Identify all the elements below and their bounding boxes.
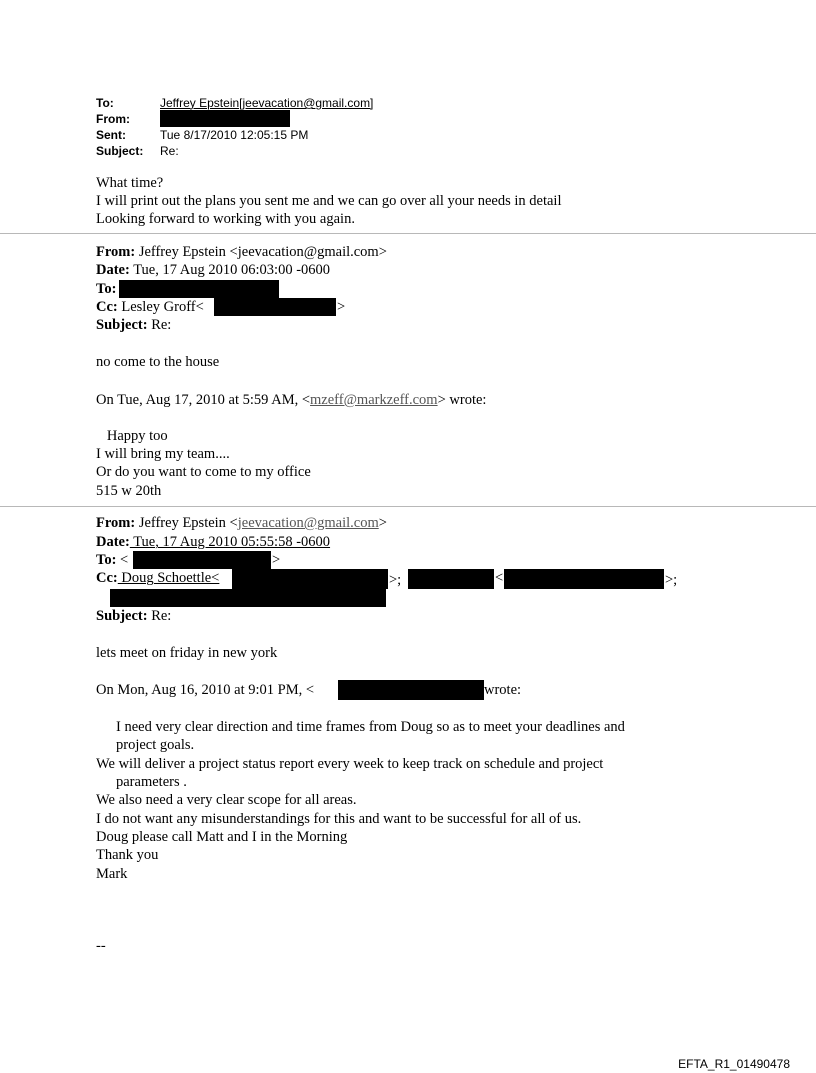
msg2-to-label: To:: [96, 281, 117, 297]
msg2-cc-close: >: [337, 299, 346, 315]
msg2-body: no come to the house: [96, 354, 220, 370]
msg2-quote-intro: On Tue, Aug 17, 2010 at 5:59 AM, <mzeff@markzeff.com> wrote:: [96, 392, 487, 408]
redaction-block: [119, 280, 279, 298]
msg3-date: Date: Tue, 17 Aug 2010 05:55:58 -0600: [96, 534, 331, 550]
quoted-line: Doug please call Matt and I in the Morning: [96, 829, 348, 845]
from-label: From:: [96, 112, 130, 126]
body-line: I will print out the plans you sent me and we can go over all your needs in detail: [96, 193, 562, 209]
msg3-cc-sep: >;: [389, 572, 402, 588]
msg3-body: lets meet on friday in new york: [96, 645, 278, 661]
body-line: What time?: [96, 175, 164, 191]
document-id: EFTA_R1_01490478: [678, 1057, 790, 1071]
redaction-block: [160, 110, 290, 127]
msg3-from: From: Jeffrey Epstein <jeevacation@gmail.com>: [96, 515, 387, 531]
quoted-line: Or do you want to come to my office: [96, 464, 311, 480]
msg3-quote-intro: On Mon, Aug 16, 2010 at 9:01 PM, <: [96, 682, 315, 698]
msg2-subject: Subject: Re:: [96, 317, 172, 333]
to-value: Jeffrey Epstein[jeevacation@gmail.com]: [160, 96, 374, 110]
msg3-quote-intro-end: wrote:: [484, 682, 522, 698]
divider: [0, 233, 816, 234]
email-link[interactable]: mzeff@markzeff.com: [310, 392, 438, 408]
msg2-cc: Cc: Lesley Groff<: [96, 299, 204, 315]
quoted-line: Mark: [96, 866, 128, 882]
redaction-block: [338, 680, 484, 700]
subject-value: Re:: [160, 144, 179, 158]
msg3-to: To: <: [96, 552, 129, 568]
redaction-block: [504, 569, 664, 589]
body-line: Looking forward to working with you again.: [96, 211, 355, 227]
redaction-block: [133, 551, 271, 569]
msg2-from: From: Jeffrey Epstein <jeevacation@gmail.com>: [96, 244, 387, 260]
msg3-cc: Cc: Doug Schoettle<: [96, 570, 220, 586]
quoted-line: I need very clear direction and time frames from Doug so as to meet your deadlines and: [116, 719, 625, 735]
quoted-line: We also need a very clear scope for all areas.: [96, 792, 357, 808]
quoted-line: project goals.: [116, 737, 195, 753]
sent-label: Sent:: [96, 128, 126, 142]
msg3-to-close: >: [272, 552, 281, 568]
quoted-line: I will bring my team....: [96, 446, 230, 462]
msg3-subject: Subject: Re:: [96, 608, 172, 624]
to-label: To:: [96, 96, 114, 110]
msg3-cc-sep: >;: [665, 572, 678, 588]
quoted-line: parameters .: [116, 774, 187, 790]
redaction-block: [408, 569, 494, 589]
sent-value: Tue 8/17/2010 12:05:15 PM: [160, 128, 309, 142]
subject-label: Subject:: [96, 144, 144, 158]
signature-dash: --: [96, 938, 106, 954]
divider: [0, 506, 816, 507]
email-link[interactable]: jeevacation@gmail.com: [237, 515, 379, 531]
quoted-line: Thank you: [96, 847, 159, 863]
redaction-block: [214, 298, 336, 316]
quoted-line: We will deliver a project status report every week to keep track on schedule and project: [96, 756, 604, 772]
msg3-cc-open: <: [495, 570, 504, 586]
quoted-line: I do not want any misunderstandings for this and want to be successful for all of us.: [96, 811, 582, 827]
redaction-block: [232, 569, 388, 589]
quoted-line: 515 w 20th: [96, 483, 162, 499]
redaction-block: [110, 589, 386, 607]
quoted-line: Happy too: [96, 428, 168, 444]
msg2-date: Date: Tue, 17 Aug 2010 06:03:00 -0600: [96, 262, 331, 278]
